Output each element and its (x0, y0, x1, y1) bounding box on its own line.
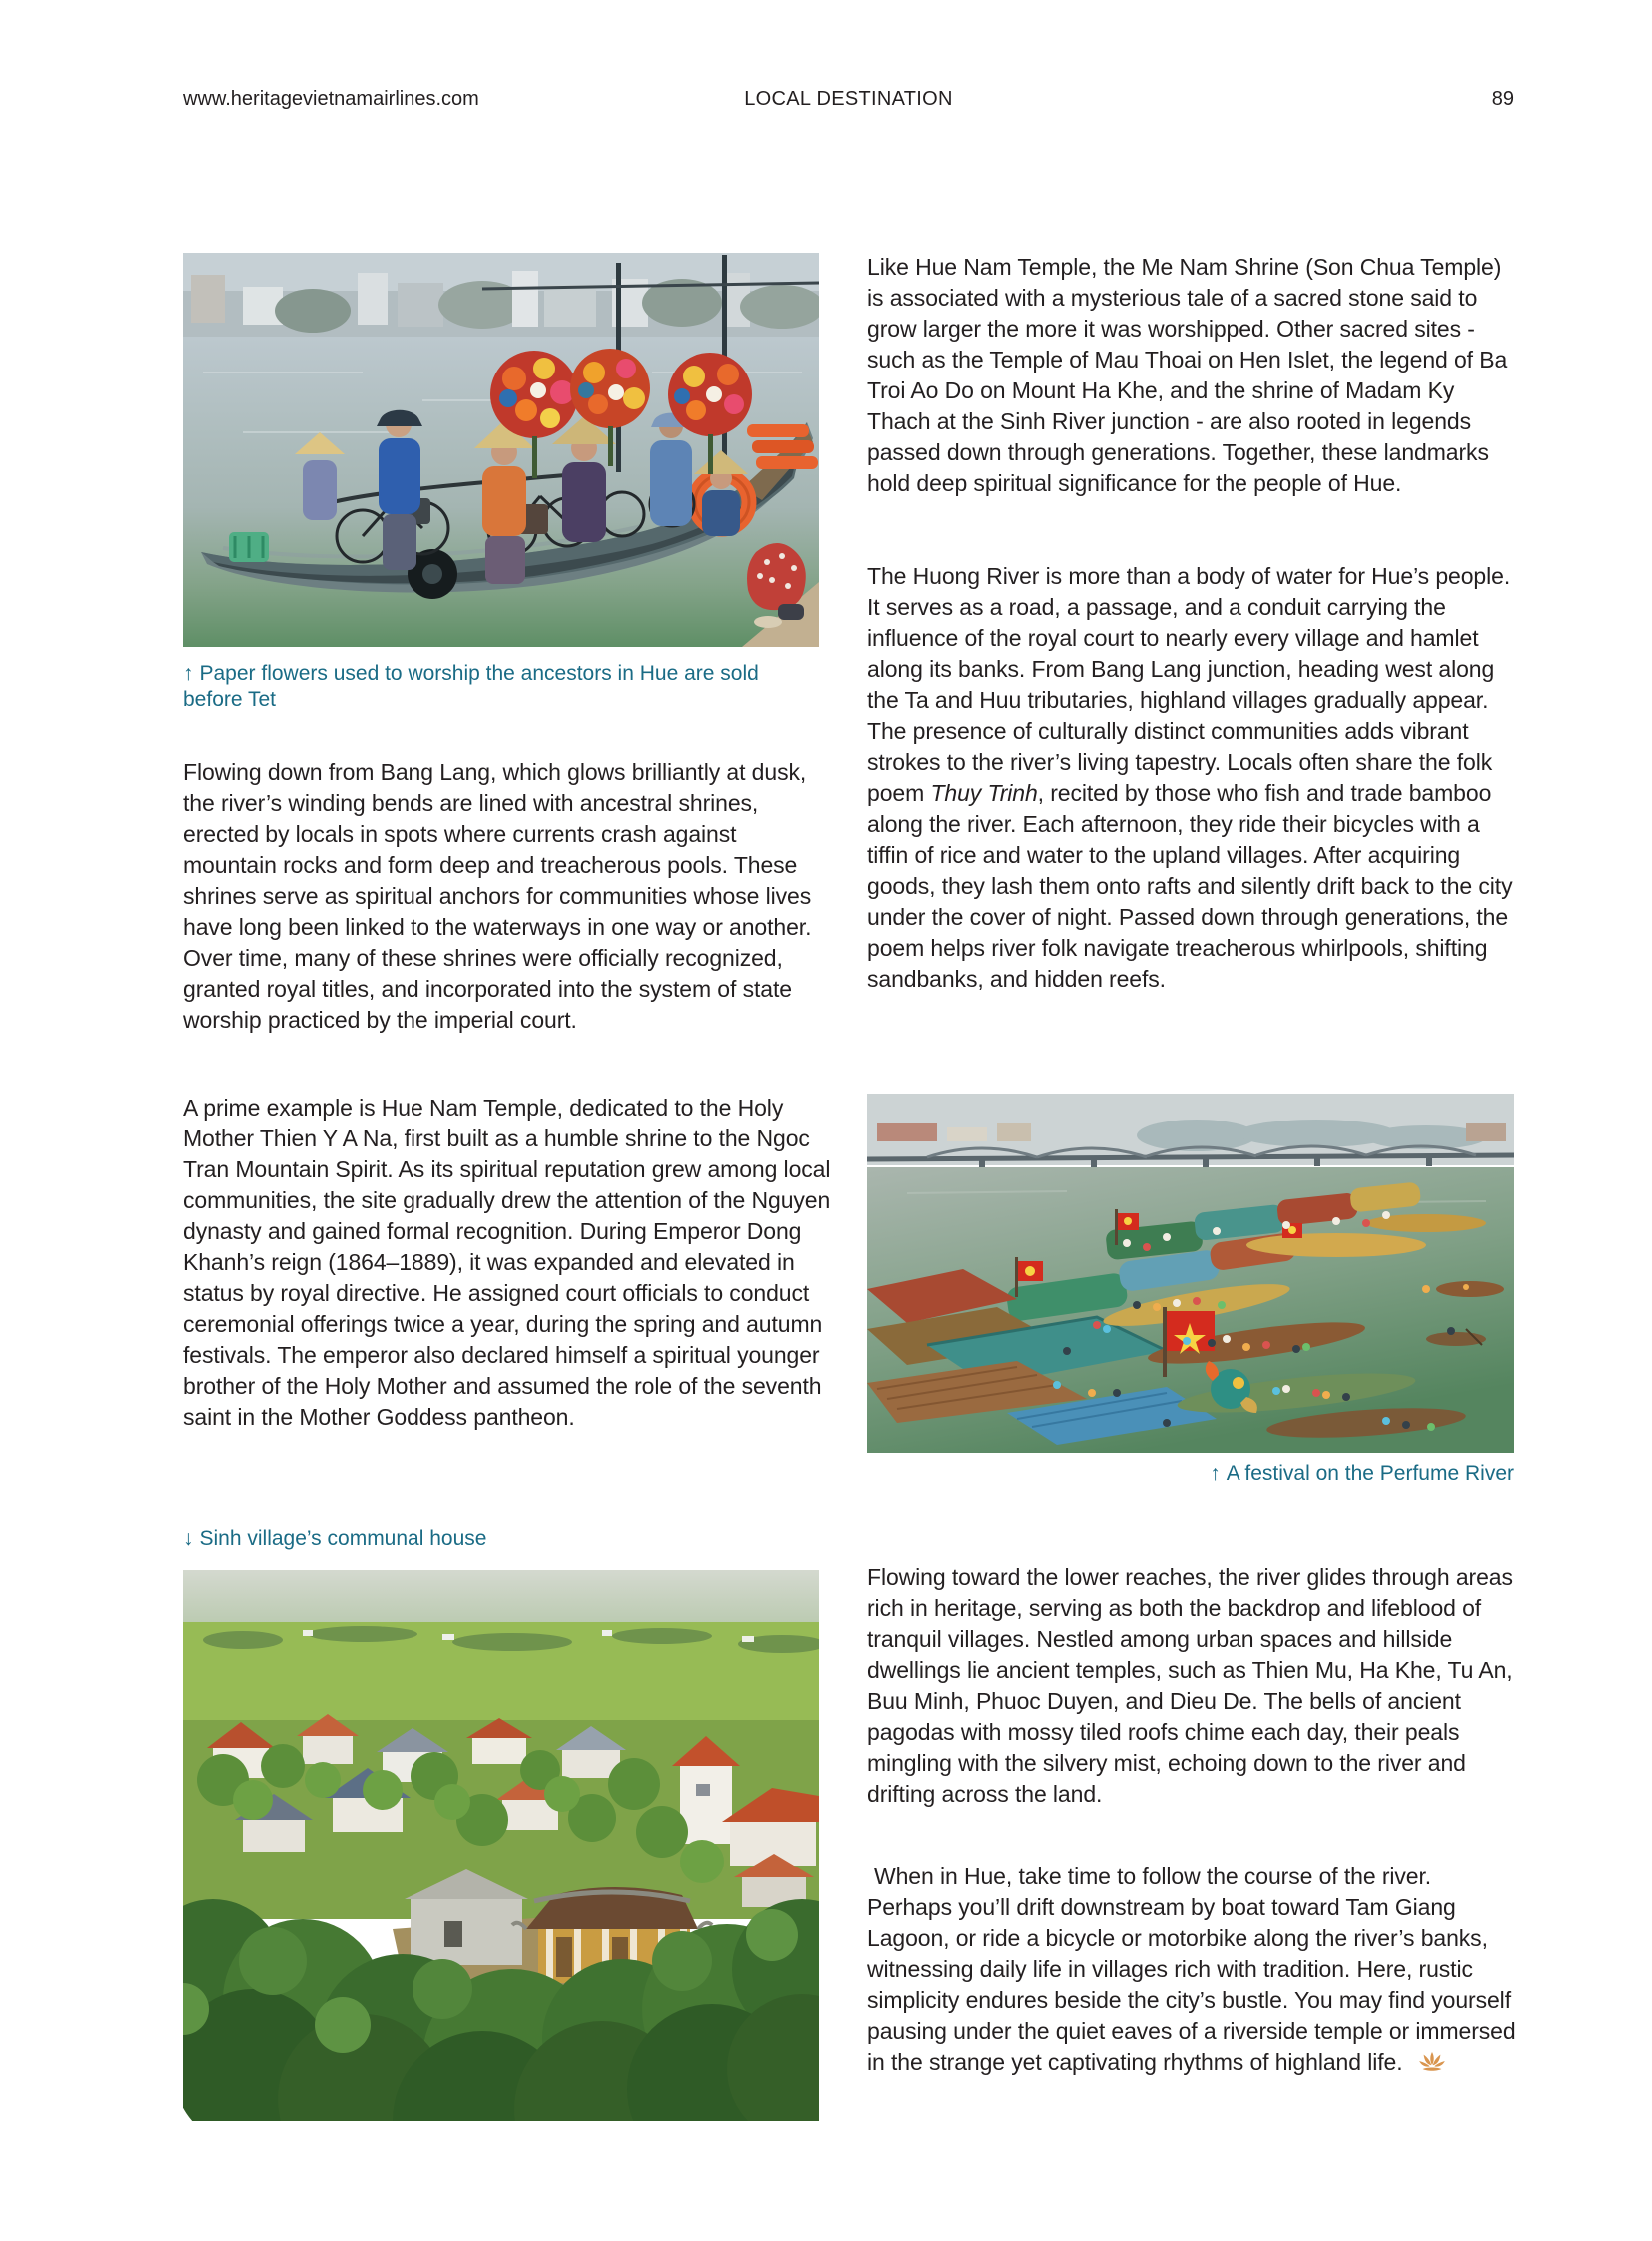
photo1-caption (183, 661, 819, 713)
header-page-number: 89 (1491, 88, 1514, 110)
right-paragraph-3: Flowing toward the lower reaches, the river glides through areas rich in heritage, serving as both the backdrop and lifeblood of tranquil villages. Nestled among urban spaces and hillside dwellings lie ancient temples, such as Thien Mu, Ha Khe, Tu An, Buu Minh, Phuoc Duyen, and Dieu De. The bells of ancient pagodas with mossy tiled roofs chime each day, their peals mingling with the silvery mist, echoing down to the river and drifting across the land. (867, 1564, 1513, 1807)
lotus-end-mark-icon (1411, 2049, 1446, 2080)
header-section-title: LOCAL DESTINATION (744, 88, 953, 110)
right-paragraph-2-tail: , recited by those who fish and trade bamboo along the river. Each afternoon, they ride their bicycles with a tiffin of rice and water to the upland villages. After acquiring goods, they lash them onto rafts and silently drift back to the city under the cover of night. Passed down through generations, the poem helps river folk navigate treacherous whirlpools, shifting sandbanks, and hidden reefs. (867, 780, 1513, 992)
photo2-caption (867, 1461, 1514, 1487)
photo-paper-flowers-boat (183, 253, 819, 647)
up-arrow-icon: ↑ (1210, 1462, 1221, 1485)
photo-sinh-village (183, 1570, 819, 2121)
header-site-url: www.heritagevietnamairlines.com (183, 88, 479, 110)
photo-sinh-village-illustration (183, 1570, 819, 2121)
down-arrow-icon: ↓ (183, 1527, 194, 1550)
photo1-caption-text: Paper flowers used to worship the ancestors in Hue are sold before Tet (183, 662, 759, 711)
poem-title-italic: Thuy Trinh (930, 780, 1038, 806)
up-arrow-icon: ↑ (183, 662, 194, 685)
right-paragraph-1: Like Hue Nam Temple, the Me Nam Shrine (Son Chua Temple) is associated with a mysterious tale of a sacred stone said to grow larger the more it was worshipped. Other sacred sites - such as the Temple of Mau Thoai on Hen Islet, the legend of Ba Troi Ao Do on Mount Ha Khe, and the shrine of Madam Ky Thach at the Sinh River junction - are also rooted in legends passed down through generations. Together, these landmarks hold deep spiritual significance for the people of Hue. (867, 254, 1508, 496)
right-paragraph-4 (867, 1862, 1518, 2080)
photo3-caption (183, 1526, 819, 1552)
photo-perfume-river-festival (867, 1094, 1514, 1453)
photo-paper-flowers-boat-illustration (183, 253, 819, 647)
right-paragraph-4-text: When in Hue, take time to follow the course of the river. Perhaps you’ll drift downstream by boat toward Tam Giang Lagoon, or ride a bicycle or motorbike along the river’s banks, witnessing daily life in villages rich with tradition. Here, rustic simplicity endures beside the city’s bustle. You may find yourself pausing under the quiet eaves of a riverside temple or immersed in the strange yet captivating rhythms of highland life. (867, 1864, 1516, 2075)
photo-perfume-river-festival-illustration (867, 1094, 1514, 1453)
right-paragraph-2 (867, 561, 1518, 995)
photo3-caption-text: Sinh village’s communal house (199, 1527, 487, 1550)
left-paragraph-1: Flowing down from Bang Lang, which glows brilliantly at dusk, the river’s winding bends are lined with ancestral shrines, erected by locals in spots where currents crash against mountain rocks and form deep and treacherous pools. These shrines serve as spiritual anchors for communities whose lives have long been linked to the waterways in one way or another. Over time, many of these shrines were officially recognized, granted royal titles, and incorporated into the system of state worship practiced by the imperial court. (183, 759, 812, 1033)
right-paragraph-2-lead: The Huong River is more than a body of water for Hue’s people. It serves as a road, a passage, and a conduit carrying the influence of the royal court to nearly every village and hamlet along its banks. From Bang Lang junction, heading west along the Ta and Huu tributaries, highland villages gradually appear. The presence of culturally distinct communities adds vibrant strokes to the river’s living tapestry. Locals often share the folk poem (867, 563, 1511, 806)
photo2-caption-text: A festival on the Perfume River (1226, 1462, 1514, 1485)
left-paragraph-2: A prime example is Hue Nam Temple, dedicated to the Holy Mother Thien Y A Na, first built as a humble shrine to the Ngoc Tran Mountain Spirit. As its spiritual reputation grew among local communities, the site gradually drew the attention of the Nguyen dynasty and gained formal recognition. During Emperor Dong Khanh’s reign (1864–1889), it was expanded and elevated in status by royal directive. He assigned court officials to conduct ceremonial offerings twice a year, during the spring and autumn festivals. The emperor also declared himself a spiritual younger brother of the Holy Mother and assumed the role of the seventh saint in the Mother Goddess pantheon. (183, 1095, 831, 1430)
page-header (183, 88, 1514, 111)
